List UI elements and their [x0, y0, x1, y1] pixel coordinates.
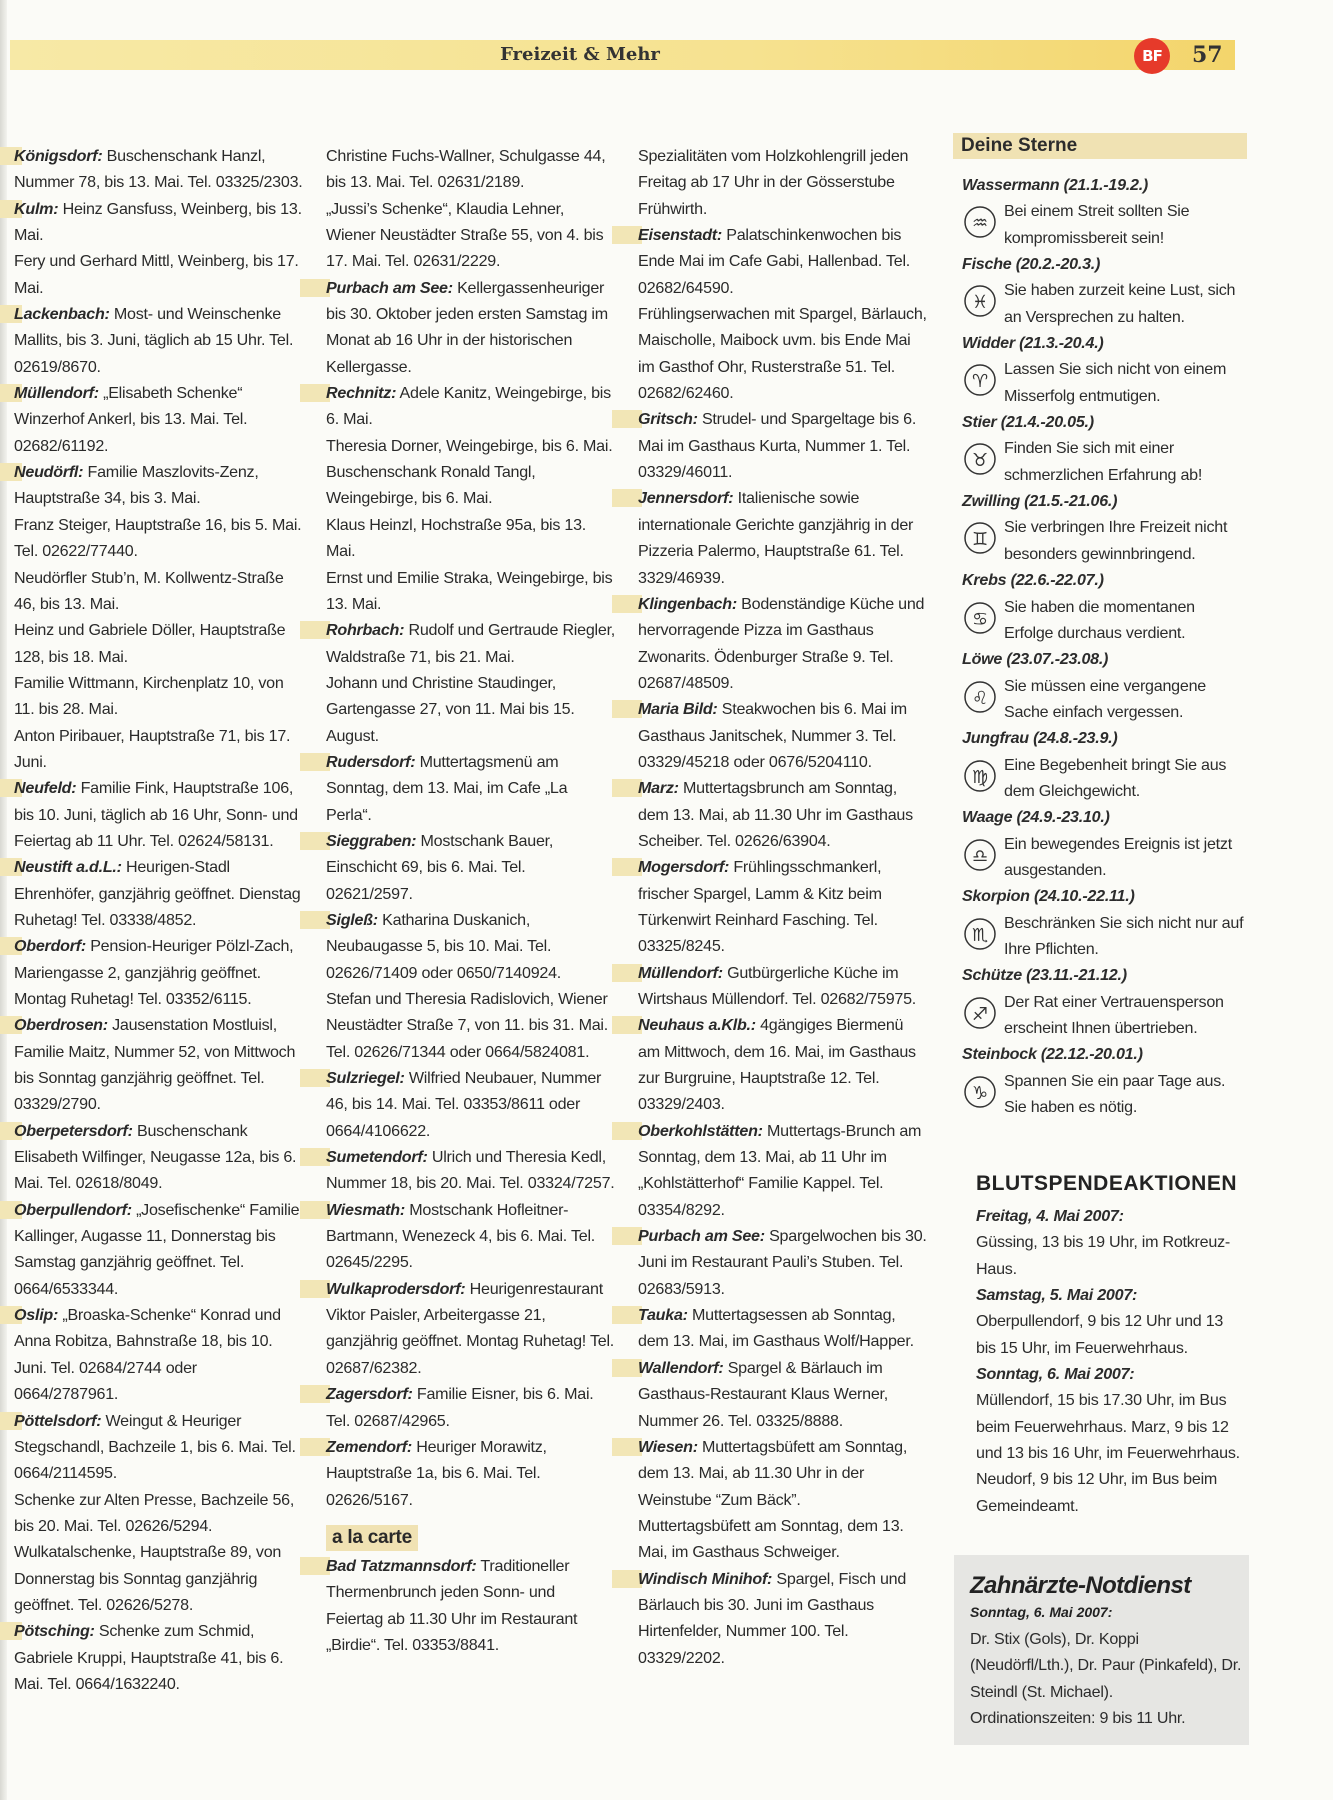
horoscope-text-content: Finden Sie sich mit einer schmerzlichen Erfahrung ab! — [1004, 439, 1203, 484]
horoscope-item — [962, 804, 1247, 883]
listing-entry — [14, 1012, 304, 1117]
page-number: 57 — [1192, 42, 1223, 68]
listing-text: Rudolf und Gertraude Riegler, Waldstraße 71, bis 21. Mai. — [326, 621, 616, 666]
listing-text: Stefan und Theresia Radislovich, Wiener Neustädter Straße 7, von 11. bis 31. Mai. Tel. 02626/71344 oder 0664/5824081. — [326, 990, 608, 1061]
listing-text: Adele Kanitz, Weingebirge, bis 6. Mai. — [326, 384, 611, 429]
listing-text: Spargelwochen bis 30. Juni im Restaurant Pauli’s Stuben. Tel. 02683/5913. — [638, 1227, 927, 1298]
aries-icon — [962, 362, 998, 398]
horoscope-list — [962, 172, 1247, 1120]
listing-location: Wulkaprodersdorf: — [300, 1280, 465, 1298]
listing-text: Heinz und Gabriele Döller, Hauptstraße 128, bis 18. Mai. — [14, 621, 286, 666]
listing-entry — [326, 749, 616, 828]
section-title: Freizeit & Mehr — [500, 44, 660, 65]
listing-text: Strudel- und Spargeltage bis 6. Mai im Gasthaus Kurta, Nummer 1. Tel. 03329/46011. — [638, 410, 917, 482]
listing-entry — [14, 933, 304, 1012]
listing-entry — [14, 854, 304, 933]
dentist-text: Dr. Stix (Gols), Dr. Koppi (Neudörfl/Lth.), Dr. Paur (Pinkafeld), Dr. Steindl (St. Michael). Ordinationszeiten: 9 bis 11 Uhr. — [970, 1630, 1242, 1728]
listing-text: Muttertagsessen ab Sonntag, dem 13. Mai, im Gasthaus Wolf/Happer. — [638, 1306, 914, 1351]
listing-location: Klingenbach: — [612, 595, 737, 613]
horoscope-text-content: Sie haben die momentanen Erfolge durchaus verdient. — [1004, 597, 1195, 642]
listing-location: Zemendorf: — [300, 1438, 412, 1456]
listing-location: Purbach am See: — [612, 1227, 765, 1245]
listing-entry — [638, 301, 928, 406]
listing-entry — [326, 670, 616, 749]
listing-text: Frühlingsschmankerl, frischer Spargel, Lamm & Kitz beim Türkenwirt Reinhard Fasching. Tel. 03325/8245. — [638, 858, 882, 956]
listing-location: Neufeld: — [0, 779, 76, 797]
horoscope-text-content: Eine Begebenheit bringt Sie aus dem Gleichgewicht. — [1004, 755, 1227, 800]
alacarte-entries — [326, 1553, 616, 1658]
horoscope-item — [962, 172, 1247, 251]
listing-text: Muttertags-Brunch am Sonntag, dem 13. Mai, ab 11 Uhr im „Kohlstätterhof“ Familie Kappel. Tel. 03354/8292. — [638, 1121, 922, 1219]
listing-entry — [14, 1487, 304, 1540]
listing-entry — [326, 433, 616, 459]
listing-location: Zagersdorf: — [300, 1385, 413, 1403]
libra-icon — [962, 837, 998, 873]
listing-entry — [638, 1434, 928, 1513]
listing-entry — [14, 248, 304, 301]
listing-location: Neudörfl: — [0, 463, 83, 481]
listing-entry — [326, 1065, 616, 1144]
listing-entry — [14, 723, 304, 776]
scorpio-icon — [962, 916, 998, 952]
listing-entry — [14, 1118, 304, 1197]
blood-donation-text: Müllendorf, 15 bis 17.30 Uhr, im Bus beim Feuerwehrhaus. Marz, 9 bis 12 und 13 bis 16 Uhr, im Feuerwehrhaus. Neudorf, 9 bis 12 Uhr, im Bus beim Gemeindeamt. — [976, 1391, 1240, 1515]
capricorn-icon — [962, 1074, 998, 1110]
horoscope-text — [962, 831, 1247, 884]
listing-location: Pöttelsdorf: — [0, 1412, 101, 1430]
horoscope-text-content: Bei einem Streit sollten Sie kompromissbereit sein! — [1004, 202, 1190, 247]
listing-text: Jausenstation Mostluisl, Familie Maitz, Nummer 52, von Mittwoch bis Sonntag ganzjährig geöffnet. Tel. 03329/2790. — [14, 1016, 296, 1114]
svg-text:♎: ♎ — [972, 845, 988, 867]
listing-entry — [638, 485, 928, 590]
listing-text: Muttertagsbüfett am Sonntag, dem 13. Mai, im Gasthaus Schweiger. — [638, 1516, 904, 1562]
listing-location: Lackenbach: — [0, 305, 110, 323]
listing-text: „Jussi’s Schenke“, Klaudia Lehner, Wiener Neustädter Straße 55, von 4. bis 17. Mai. Tel. 02631/2229. — [326, 199, 604, 271]
horoscope-item — [962, 962, 1247, 1041]
svg-text:♑: ♑ — [972, 1082, 988, 1104]
gemini-icon — [962, 520, 998, 556]
svg-text:♏: ♏ — [972, 924, 988, 946]
horoscope-item — [962, 330, 1247, 409]
taurus-icon — [962, 441, 998, 477]
listing-entry — [14, 301, 304, 380]
horoscope-sign-name: Zwilling (21.5.-21.06.) — [962, 492, 1118, 511]
listing-text: Ulrich und Theresia Kedl, Nummer 18, bis 20. Mai. Tel. 03324/7257. — [326, 1148, 615, 1193]
listing-entry — [14, 196, 304, 249]
listing-location: Oberpetersdorf: — [0, 1122, 133, 1140]
listing-text: Schenke zum Schmid, Gabriele Kruppi, Hauptstraße 41, bis 6. Mai. Tel. 0664/1632240. — [14, 1622, 284, 1693]
virgo-icon — [962, 758, 998, 794]
listing-location: Müllendorf: — [612, 964, 723, 982]
listing-location: Neustift a.d.L.: — [0, 858, 122, 876]
listing-location: Gritsch: — [612, 410, 698, 428]
listing-location: Oberdorf: — [0, 937, 86, 955]
horoscope-text — [962, 989, 1247, 1042]
listing-entry — [638, 222, 928, 301]
listing-entry — [638, 1513, 928, 1566]
page-edge — [0, 0, 7, 1800]
bf-logo: BF — [1134, 38, 1170, 74]
listing-entry — [14, 1539, 304, 1618]
listing-text: Weingut & Heuriger Stegschandl, Bachzeile 1, bis 6. Mai. Tel. 0664/2114595. — [14, 1411, 296, 1483]
horoscope-item — [962, 567, 1247, 646]
listing-location: Wiesmath: — [300, 1201, 405, 1219]
listing-location: Oberkohlstätten: — [612, 1122, 763, 1140]
listing-entry — [326, 1381, 616, 1434]
listing-entry — [14, 143, 304, 196]
listing-location: Wallendorf: — [612, 1359, 723, 1377]
listing-entry — [638, 854, 928, 959]
column-2 — [326, 143, 616, 1658]
listing-text: Mostschank Hofleitner-Bartmann, Wenezeck 4, bis 6. Mai. Tel. 02645/2295. — [326, 1200, 595, 1272]
listing-text: Wulkatalschenke, Hauptstraße 89, von Donnerstag bis Sonntag ganzjährig geöffnet. Tel. 02626/5278. — [14, 1543, 282, 1614]
listing-text: „Elisabeth Schenke“ Winzerhof Ankerl, bis 13. Mai. Tel. 02682/61192. — [14, 384, 248, 455]
horoscope-text — [962, 356, 1247, 409]
listing-text: Klaus Heinzl, Hochstraße 95a, bis 13. Mai. — [326, 515, 587, 561]
horoscope-sign-name: Fische (20.2.-20.3.) — [962, 255, 1101, 274]
listing-location: Sumetendorf: — [300, 1148, 428, 1166]
listing-location: Müllendorf: — [0, 384, 99, 402]
listing-location: Bad Tatzmannsdorf: — [300, 1557, 476, 1575]
horoscope-text-content: Ein bewegendes Ereignis ist jetzt ausgestanden. — [1004, 834, 1232, 879]
listing-text: Heinz Gansfuss, Weinberg, bis 13. Mai. — [14, 199, 302, 245]
listing-text: „Broaska-Schenke“ Konrad und Anna Robitza, Bahnstraße 18, bis 10. Juni. Tel. 02684/2744 oder 0664/2787961. — [14, 1306, 281, 1404]
horoscope-sign-name: Widder (21.3.-20.4.) — [962, 334, 1104, 353]
listing-location: Maria Bild: — [612, 700, 718, 718]
svg-text:♍: ♍ — [972, 766, 988, 788]
horoscope-sign-name: Steinbock (22.12.-20.01.) — [962, 1045, 1143, 1064]
horoscope-item — [962, 409, 1247, 488]
horoscope-text — [962, 910, 1247, 963]
horoscope-text-content: Sie verbringen Ihre Freizeit nicht besonders gewinnbringend. — [1004, 518, 1228, 563]
listing-entry — [326, 143, 616, 196]
listing-location: Marz: — [612, 779, 679, 797]
listing-text: Pension-Heuriger Pölzl-Zach, Mariengasse 2, ganzjährig geöffnet. Montag Ruhetag! Tel. 03352/6115. — [14, 937, 294, 1008]
horoscope-item — [962, 883, 1247, 962]
listing-text: Kellergassenheuriger bis 30. Oktober jeden ersten Samstag im Monat ab 16 Uhr in der historischen Kellergasse. — [326, 278, 608, 376]
horoscope-item — [962, 725, 1247, 804]
listing-location: Wiesen: — [612, 1438, 698, 1456]
horoscope-text-content: Lassen Sie sich nicht von einem Misserfolg entmutigen. — [1004, 360, 1227, 405]
listing-entry — [14, 1408, 304, 1487]
svg-text:♓: ♓ — [972, 292, 988, 314]
horoscope-item — [962, 646, 1247, 725]
horoscope-text — [962, 752, 1247, 805]
listing-entry — [638, 1118, 928, 1223]
listing-text: Ernst und Emilie Straka, Weingebirge, bis 13. Mai. — [326, 568, 613, 613]
listing-text: Buschenschank Elisabeth Wilfinger, Neugasse 12a, bis 6. Mai. Tel. 02618/8049. — [14, 1121, 297, 1193]
svg-text:♐: ♐ — [972, 1003, 988, 1025]
blood-donation-date: Samstag, 5. Mai 2007: — [976, 1286, 1138, 1305]
listing-entry — [14, 1302, 304, 1407]
dentist-title: Zahnärzte-Notdienst — [970, 1572, 1191, 1599]
listing-entry — [326, 617, 616, 670]
listing-entry — [638, 775, 928, 854]
listing-text: Gutbürgerliche Küche im Wirtshaus Müllendorf. Tel. 02682/75975. — [638, 963, 917, 1008]
listing-location: Rohrbach: — [300, 621, 404, 639]
horoscope-sign-name: Waage (24.9.-23.10.) — [962, 808, 1110, 827]
alacarte-heading: a la carte — [326, 1525, 418, 1551]
listing-entry — [326, 196, 616, 275]
listing-entry — [638, 696, 928, 775]
blood-donation-list — [976, 1203, 1246, 1519]
leo-icon — [962, 679, 998, 715]
blood-donation-heading: BLUTSPENDEAKTIONEN — [976, 1172, 1238, 1195]
cancer-icon — [962, 600, 998, 636]
listing-entry — [638, 591, 928, 696]
listing-text: Schenke zur Alten Presse, Bachzeile 56, bis 20. Mai. Tel. 02626/5294. — [14, 1490, 295, 1535]
listing-text: Buschenschank Ronald Tangl, Weingebirge, bis 6. Mai. — [326, 463, 536, 508]
listing-entry — [14, 512, 304, 565]
svg-text:♋: ♋ — [972, 608, 988, 630]
listing-entry — [326, 828, 616, 907]
blood-donation-date: Sonntag, 6. Mai 2007: — [976, 1365, 1135, 1384]
listing-entry — [638, 1355, 928, 1434]
listing-entry — [326, 1144, 616, 1197]
listing-location: Rechnitz: — [300, 384, 396, 402]
horoscope-text-content: Beschränken Sie sich nicht nur auf Ihre Pflichten. — [1004, 913, 1244, 958]
listing-location: Oslip: — [0, 1306, 58, 1324]
listing-entry — [326, 1434, 616, 1513]
listing-text: Christine Fuchs-Wallner, Schulgasse 44, bis 13. Mai. Tel. 02631/2189. — [326, 147, 606, 192]
listing-text: Muttertagsbrunch am Sonntag, dem 13. Mai, ab 11.30 Uhr im Gasthaus Scheiber. Tel. 02626/63904. — [638, 779, 913, 850]
sagittarius-icon — [962, 995, 998, 1031]
pisces-icon — [962, 283, 998, 319]
blood-donation-date: Freitag, 4. Mai 2007: — [976, 1207, 1124, 1225]
listing-text: Palatschinkenwochen bis Ende Mai im Cafe Gabi, Hallenbad. Tel. 02682/64590. — [638, 226, 910, 297]
listing-text: Traditioneller Thermenbrunch jeden Sonn- und Feiertag ab 11.30 Uhr im Restaurant „Birdie“. Tel. 03353/8841. — [326, 1556, 578, 1654]
horoscope-text — [962, 198, 1247, 251]
listing-text: Mostschank Bauer, Einschicht 69, bis 6. Mai. Tel. 02621/2597. — [326, 831, 554, 903]
listing-text: Muttertagsmenü am Sonntag, dem 13. Mai, im Cafe „La Perla“. — [326, 752, 568, 824]
listing-text: Anton Piribauer, Hauptstraße 71, bis 17. Juni. — [14, 726, 291, 771]
listing-entry — [326, 1553, 616, 1658]
column-3 — [638, 143, 928, 1671]
listing-text: Familie Wittmann, Kirchenplatz 10, von 11. bis 28. Mai. — [14, 673, 284, 719]
listing-entry — [14, 1618, 304, 1697]
horoscope-text-content: Sie müssen eine vergangene Sache einfach vergessen. — [1004, 676, 1206, 721]
listing-location: Oberpullendorf: — [0, 1201, 132, 1219]
svg-text:♈: ♈ — [972, 371, 988, 393]
listing-entry — [638, 1302, 928, 1355]
svg-text:♌: ♌ — [972, 687, 988, 709]
listing-entry — [638, 406, 928, 485]
listing-entry — [326, 1276, 616, 1381]
listing-location: Windisch Minihof: — [612, 1570, 772, 1588]
listing-location: Mogersdorf: — [612, 858, 729, 876]
aquarius-icon — [962, 204, 998, 240]
horoscope-text — [962, 435, 1247, 488]
listing-entry — [14, 617, 304, 670]
column-1 — [14, 143, 304, 1697]
listing-entry — [638, 1566, 928, 1671]
listing-entry — [326, 565, 616, 618]
listing-entry — [14, 775, 304, 854]
listing-location: Purbach am See: — [300, 279, 453, 297]
listing-text: Spargel & Bärlauch im Gasthaus-Restaurant Klaus Werner, Nummer 26. Tel. 03325/8888. — [638, 1358, 888, 1430]
horoscope-item — [962, 251, 1247, 330]
svg-text:♉: ♉ — [972, 450, 988, 472]
listing-location: Neuhaus a.Klb.: — [612, 1016, 756, 1034]
listing-location: Königsdorf: — [0, 147, 102, 165]
listing-text: Familie Fink, Hauptstraße 106, bis 10. Juni, täglich ab 16 Uhr, Sonn- und Feiertag ab 11 Uhr. Tel. 02624/58131. — [14, 779, 298, 850]
horoscope-text-content: Der Rat einer Vertrauensperson erscheint Ihnen übertrieben. — [1004, 992, 1224, 1037]
listing-text: Spezialitäten vom Holzkohlengrill jeden Freitag ab 17 Uhr in der Gösserstube Frühwirth. — [638, 147, 909, 218]
horoscope-text — [962, 1068, 1247, 1121]
listing-text: Wilfried Neubauer, Nummer 46, bis 14. Mai. Tel. 03353/8611 oder 0664/4106622. — [326, 1069, 602, 1140]
listing-text: Fery und Gerhard Mittl, Weinberg, bis 17. Mai. — [14, 252, 299, 297]
listing-entry — [638, 1012, 928, 1117]
svg-text:♊: ♊ — [972, 529, 988, 551]
listing-entry — [638, 960, 928, 1013]
listing-location: Kulm: — [0, 200, 58, 218]
horoscope-sign-name: Stier (21.4.-20.05.) — [962, 413, 1094, 432]
listing-location: Pötsching: — [0, 1622, 95, 1640]
listing-text: Bodenständige Küche und hervorragende Pizza im Gasthaus Zwonarits. Ödenburger Straße 9. Tel. 02687/48509. — [638, 594, 925, 692]
listing-text: Heuriger Morawitz, Hauptstraße 1a, bis 6. Mai. Tel. 02626/5167. — [326, 1437, 547, 1509]
column-2-entries — [326, 143, 616, 1513]
listing-location: Oberdrosen: — [0, 1016, 108, 1034]
listing-entry — [326, 1197, 616, 1276]
listing-text: Katharina Duskanich, Neubaugasse 5, bis 10. Mai. Tel. 02626/71409 oder 0650/7140924. — [326, 910, 562, 982]
listing-text: Frühlingserwachen mit Spargel, Bärlauch, Maischolle, Maibock uvm. bis Ende Mai im Gasthof Ohr, Rusterstraße 51. Tel. 02682/62460. — [638, 305, 927, 403]
listing-text: Heurigenrestaurant Viktor Paisler, Arbeitergasse 21, ganzjährig geöffnet. Montag Ruhetag! Tel. 02687/62382. — [326, 1279, 614, 1377]
listing-text: Spargel, Fisch und Bärlauch bis 30. Juni im Gasthaus Hirtenfelder, Nummer 100. Tel. 03329/2202. — [638, 1569, 907, 1667]
listing-entry — [14, 670, 304, 723]
listing-text: Neudörfler Stub’n, M. Kollwentz-Straße 46, bis 13. Mai. — [14, 568, 284, 613]
horoscope-text — [962, 594, 1247, 647]
svg-text:♒: ♒ — [972, 213, 988, 235]
listing-text: Heurigen-Stadl Ehrenhöfer, ganzjährig geöffnet. Dienstag Ruhetag! Tel. 03338/4852. — [14, 858, 301, 929]
horoscope-item — [962, 488, 1247, 567]
listing-location: Tauka: — [612, 1306, 688, 1324]
listing-text: Franz Steiger, Hauptstraße 16, bis 5. Mai. Tel. 02622/77440. — [14, 515, 302, 561]
blood-donation-text: Oberpullendorf, 9 bis 12 Uhr und 13 bis 15 Uhr, im Feuerwehrhaus. — [976, 1312, 1224, 1357]
listing-text: Familie Maszlovits-Zenz, Hauptstraße 34, bis 3. Mai. — [14, 463, 259, 508]
blood-donation-text: Güssing, 13 bis 19 Uhr, im Rotkreuz-Haus. — [976, 1233, 1230, 1278]
listing-text: Most- und Weinschenke Mallits, bis 3. Juni, täglich ab 15 Uhr. Tel. 02619/8670. — [14, 305, 294, 376]
listing-location: Sulzriegel: — [300, 1069, 405, 1087]
horoscope-text-content: Spannen Sie ein paar Tage aus. Sie haben es nötig. — [1004, 1071, 1226, 1117]
listing-location: Jennersdorf: — [612, 489, 733, 507]
listing-entry — [14, 1197, 304, 1302]
horoscope-text — [962, 673, 1247, 726]
listing-entry — [326, 907, 616, 986]
listing-text: Steakwochen bis 6. Mai im Gasthaus Janitschek, Nummer 3. Tel. 03329/45218 oder 0676/5204110. — [638, 700, 907, 771]
horoscope-item — [962, 1041, 1247, 1120]
listing-location: Sigleß: — [300, 911, 378, 929]
listing-entry — [326, 275, 616, 380]
dentist-date: Sonntag, 6. Mai 2007: — [970, 1604, 1113, 1620]
listing-location: Rudersdorf: — [300, 753, 415, 771]
listing-entry — [638, 1223, 928, 1302]
listing-entry — [326, 986, 616, 1065]
listing-text: Muttertagsbüfett am Sonntag, dem 13. Mai, ab 11.30 Uhr in der Weinstube “Zum Bäck”. — [638, 1437, 908, 1509]
horoscope-sign-name: Krebs (22.6.-22.07.) — [962, 571, 1104, 590]
listing-text: Johann und Christine Staudinger, Gartengasse 27, von 11. Mai bis 15. August. — [326, 673, 575, 745]
listing-entry — [14, 380, 304, 459]
horoscope-sign-name: Jungfrau (24.8.-23.9.) — [962, 729, 1118, 748]
listing-text: Theresia Dorner, Weingebirge, bis 6. Mai. — [326, 436, 613, 455]
listing-text: „Josefischenke“ Familie Kallinger, Augasse 11, Donnerstag bis Samstag ganzjährig geöffnet. Tel. 0664/6533344. — [14, 1200, 300, 1298]
horoscope-text-content: Sie haben zurzeit keine Lust, sich an Versprechen zu halten. — [1004, 281, 1236, 326]
horoscope-sign-name: Schütze (23.11.-21.12.) — [962, 966, 1127, 985]
listing-entry — [326, 512, 616, 565]
listing-location: Sieggraben: — [300, 832, 416, 850]
listing-text: Buschenschank Hanzl, Nummer 78, bis 13. Mai. Tel. 03325/2303. — [14, 147, 303, 192]
horoscope-sign-name: Skorpion (24.10.-22.11.) — [962, 887, 1135, 906]
horoscope-heading: Deine Sterne — [953, 133, 1247, 159]
listing-location: Eisenstadt: — [612, 226, 722, 244]
listing-text: 4gängiges Biermenü am Mittwoch, dem 16. Mai, im Gasthaus zur Burgruine, Hauptstraße 12. Tel. 03329/2403. — [638, 1016, 916, 1114]
horoscope-text — [962, 277, 1247, 330]
listing-entry — [638, 143, 928, 222]
horoscope-sign-name: Löwe (23.07.-23.08.) — [962, 650, 1109, 669]
listing-entry — [326, 380, 616, 433]
horoscope-sign-name: Wassermann (21.1.-19.2.) — [962, 176, 1149, 194]
horoscope-text — [962, 514, 1247, 567]
listing-text: Italienische sowie internationale Gerichte ganzjährig in der Pizzeria Palermo, Hauptstraße 61. Tel. 3329/46939. — [638, 489, 914, 587]
listing-entry — [14, 565, 304, 618]
listing-entry — [326, 459, 616, 512]
listing-text: Familie Eisner, bis 6. Mai. Tel. 02687/42965. — [326, 1385, 594, 1430]
listing-entry — [14, 459, 304, 512]
